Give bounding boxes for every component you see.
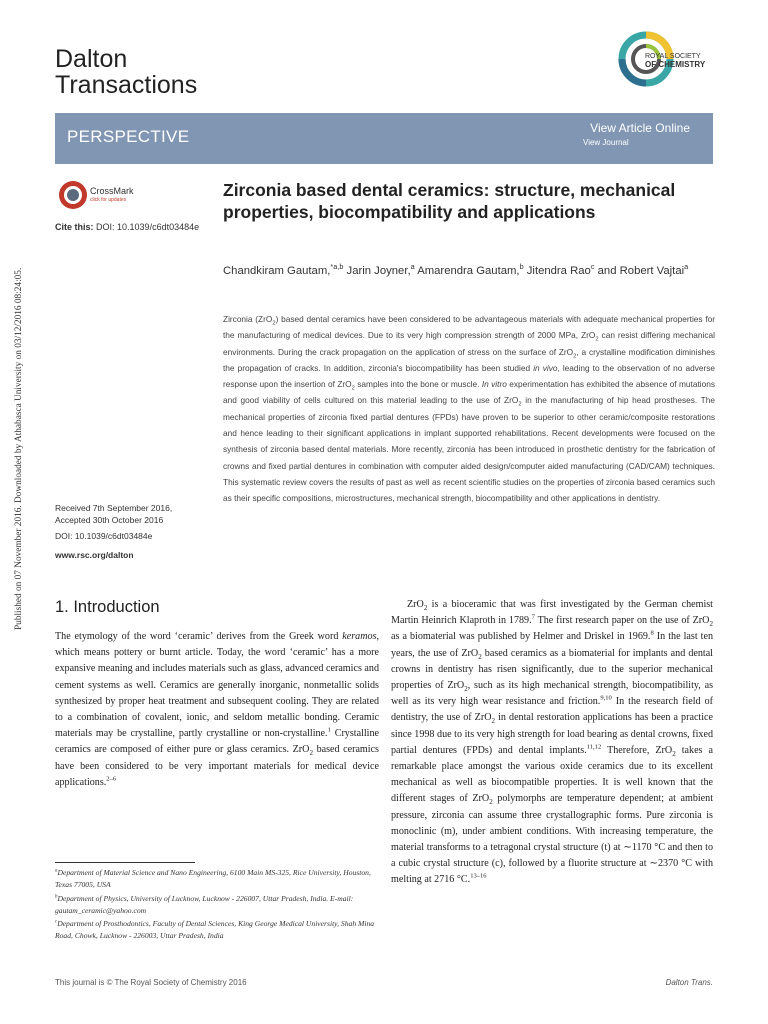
affiliations: $^a$Department of Material Science and Nano Engineering, 6100 Main MS-325, Rice University, Houston, Texas 77005, USA $^b$Department of Physics, University of Lucknow, Lucknow - 226007, Uttar Pradesh, India. E-mail: gautam_ceramic@yahoo.com $^c$Department of Prosthodontics, Faculty of Dental Sciences, King George Medical University, Shah Mina Road, Chowk, Lucknow - 226003, Uttar Pradesh, India (55, 868, 375, 941)
article-type-banner (55, 113, 713, 164)
footer-copyright: This journal is © The Royal Society of Chemistry 2016 (55, 978, 247, 987)
article-title: Zirconia based dental ceramics: structure, mechanical properties, biocompatibility and applications (223, 180, 676, 222)
body-column-right: ZrO$_2$ is a bioceramic that was first investigated by the German chemist Martin Heinrich Klaproth in 1789.$^7$ The first research paper on the use of ZrO$_2$ as a biomaterial was published by Helmer and Driskel in 1969.$^8$ In the last ten years, the use of ZrO$_2$ based ceramics as a biomaterial for implants and dental crowns in dentistry has risen significantly, due to the superior mechanical properties of ZrO$_2$, such as its high mechanical strength, biocompatibility, as well as its very high wear resistance and friction.$^{9,10}$ In the research field of dentistry, the use of ZrO$_2$ in dental restoration applications has been a practice since 1998 due to its very high strength for load bearing as dental crowns, fixed partial dentures (FPDs) and dental implants.$^{11,12}$ Therefore, ZrO$_2$ takes a remarkable place amongst the various oxide ceramics due to its excellent mechanical as well as biocompatible properties. It is well known that the different stages of ZrO$_2$ polymorphs are temperature dependent; at ambient pressure, zirconia can assume three crystallographic forms. Pure zirconia is monoclinic (m), under ambient conditions. With increasing temperature, the material transforms to a tetragonal crystal structure (t) at ∼1170 °C and then to a cubic crystal structure (c), followed by a fluorite structure at ∼2370 °C with melting at 2716 °C.$^{13-16}$ (391, 599, 713, 886)
crossmark-label[interactable]: CrossMark (90, 186, 134, 196)
journal-website-link[interactable]: www.rsc.org/dalton (55, 550, 134, 560)
doi[interactable]: DOI: 10.1039/c6dt03484e (55, 531, 153, 541)
footer-journal: Dalton Trans. (665, 978, 713, 987)
journal-title[interactable]: Dalton Transactions (55, 45, 198, 99)
crossmark-sub[interactable]: click for updates (90, 197, 127, 203)
author-list: Chandkiram Gautam,$^{*a,b}$ Jarin Joyner,$^a$ Amarendra Gautam,$^b$ Jitendra Rao$^c$ and Robert Vajtai$^a$ (223, 262, 689, 277)
download-stamp: Published on 07 November 2016. Downloaded by Athabasca University on 03/12/2016 08:24:05. (14, 267, 24, 630)
view-journal-link[interactable]: View Journal (583, 138, 629, 147)
body-column-left: The etymology of the word ‘ceramic’ derives from the Greek word keramos, which means pottery or burnt article. Today, the word ‘ceramic’ has a more expansive meaning and includes materials such as glass, advanced ceramics and cement systems as well. Ceramics are generally inorganic, nonmetallic solids synthesized by proper heat treatment and subsequent cooling. They are related to a combination of covalent, ionic, and seldom metallic bonding. Ceramic materials may be crystalline, partly crystalline or non-crystalline.$^1$ Crystalline ceramics are composed of either pure or glass ceramics. ZrO$_2$ based ceramics have been considered to be very important materials for medical device applications.$^{2-6}$ (55, 631, 379, 788)
view-article-online-link[interactable]: View Article Online (590, 121, 690, 135)
crossmark-icon[interactable] (57, 178, 167, 214)
section-heading: 1. Introduction (55, 598, 160, 616)
cite-this: Cite this: DOI: 10.1039/c6dt03484e (55, 222, 200, 232)
abstract: Zirconia (ZrO$_2$) based dental ceramics have been considered to be advantageous materials with adequate mechanical properties for the manufacturing of medical devices. Due to its very high compression strength of 2000 MPa, ZrO$_2$ can resist differing mechanical environments. During the crack propagation on the application of stress on the surface of ZrO$_2$, a crystalline modification diminishes the propagation of cracks. In addition, zirconia's biocompatibility has been studied in vivo, leading to the observation of no adverse response upon the insertion of ZrO$_2$ samples into the bone or muscle. In vitro experimentation has exhibited the absence of mutations and good viability of cells cultured on this material leading to the use of ZrO$_2$ in the manufacturing of hip head prostheses. The mechanical properties of zirconia fixed partial dentures (FPDs) have proven to be superior to other ceramic/composite restorations and hence leading to their significant applications in implant supported rehabilitations. Recent developments were focused on the synthesis of zirconia based dental materials. More recently, zirconia has been introduced in prosthetic dentistry for the fabrication of crowns and fixed partial dentures in combination with computer aided design/computer aided manufacturing (CAD/CAM) techniques. This systematic review covers the results of past as well as recent scientific studies on the properties of zirconia based ceramics such as their specific compositions, microstructures, mechanical strength, biocompatibility and other applications in dentistry. (223, 314, 715, 504)
received-dates: Received 7th September 2016, Accepted 30th October 2016 (55, 503, 173, 526)
publisher-name: ROYAL SOCIETY OF CHEMISTRY (645, 53, 706, 69)
footnote-divider (55, 862, 195, 863)
article-type: PERSPECTIVE (67, 127, 190, 146)
